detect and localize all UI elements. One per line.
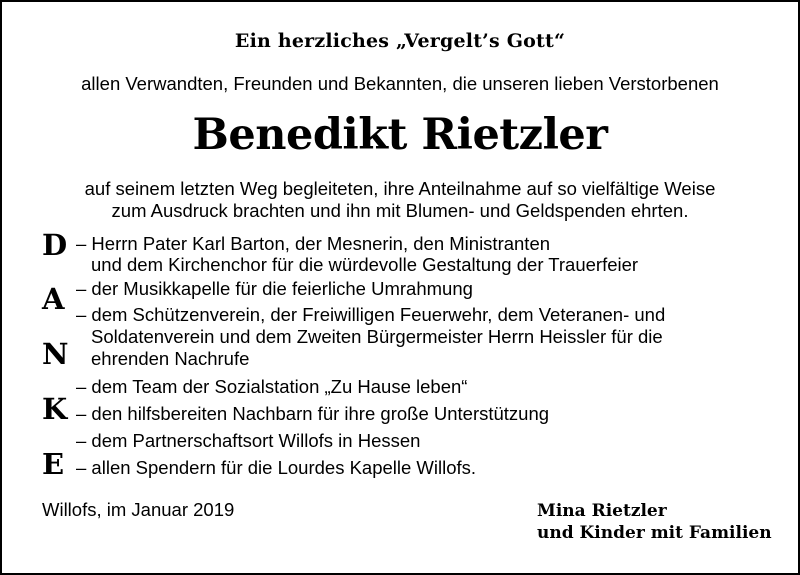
thanks-line: ehrenden Nachrufe (91, 348, 250, 369)
body-line: auf seinem letzten Weg begleiteten, ihre Anteilnahme auf so vielfältige Weise (84, 178, 716, 199)
thanks-line: und dem Kirchenchor für die würdevolle Gestaltung der Trauerfeier (91, 254, 639, 275)
deceased-name: Benedikt Rietzler (192, 110, 608, 160)
place-date: Willofs, im Januar 2019 (42, 499, 235, 520)
thanks-line: – dem Partnerschaftsort Willofs in Hessen (76, 430, 421, 451)
danke-letter-e: E (42, 447, 65, 481)
danke-letter-a: A (42, 282, 65, 316)
thanks-line: – allen Spendern für die Lourdes Kapelle Willofs. (76, 457, 477, 478)
thanks-line: – dem Schützenverein, der Freiwilligen Feuerwehr, dem Veteranen- und (76, 304, 666, 325)
thanks-line: Soldatenverein und dem Zweiten Bürgermeister Herrn Heissler für die (91, 326, 663, 347)
danke-letter-k: K (42, 392, 68, 426)
signature-line: und Kinder mit Familien (537, 523, 772, 543)
thanks-line: – den hilfsbereiten Nachbarn für ihre große Unterstützung (76, 403, 550, 424)
heading: Ein herzliches „Vergelt’s Gott“ (234, 30, 566, 52)
signature-line: Mina Rietzler (537, 501, 667, 521)
thanks-line: – dem Team der Sozialstation „Zu Hause leben“ (76, 376, 468, 397)
body-line: zum Ausdruck brachten und ihn mit Blumen- und Geldspenden ehrten. (111, 200, 689, 221)
thanks-line: – Herrn Pater Karl Barton, der Mesnerin, den Ministranten (76, 233, 551, 254)
thanks-line: – der Musikkapelle für die feierliche Umrahmung (76, 278, 473, 299)
danke-letter-n: N (42, 337, 69, 371)
signature (537, 500, 772, 544)
danke-letter-d: D (42, 228, 68, 262)
intro-text: allen Verwandten, Freunden und Bekannten, die unseren lieben Verstorbenen (81, 73, 719, 94)
